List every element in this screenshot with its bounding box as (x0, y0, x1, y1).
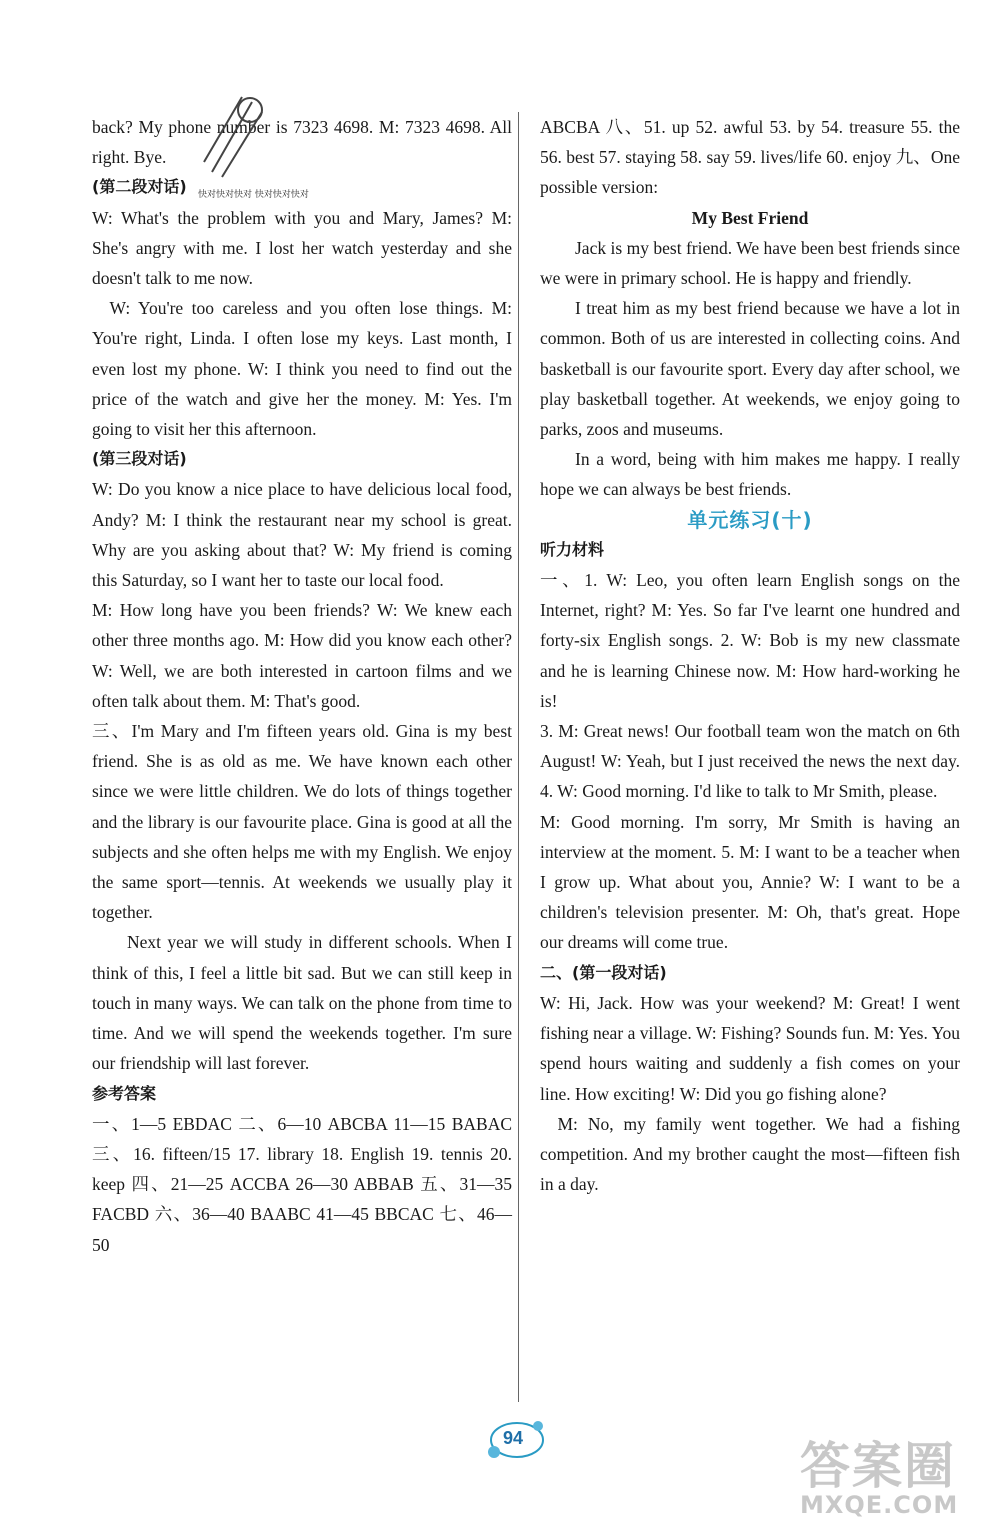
paragraph: M: How long have you been friends? W: We knew each other three months ago. M: How did you know each other? W: Well, we are both interested in cartoon films and we often talk about them. M: That's good. (92, 600, 512, 711)
left-column (92, 112, 512, 1260)
answers-heading: 参考答案 (92, 1083, 157, 1103)
stamp-icon (192, 92, 272, 182)
paragraph: M: No, my family went together. We had a fishing competition. And my brother caught the most—fifteen fish in a day. (540, 1113, 960, 1195)
paragraph: W: You're too careless and you often lose things. M: You're right, Linda. I often lose my keys. Last month, I even lost my phone. W: I think you need to find out the price of the watch and give her the money. M: Yes. I'm going to visit her this afternoon. (92, 298, 512, 440)
essay-title: My Best Friend (691, 207, 809, 228)
watermark (800, 1437, 990, 1520)
paragraph: In a word, being with him makes me happy. I really hope we can always be best friends. (540, 449, 960, 500)
paragraph: W: Hi, Jack. How was your weekend? M: Great! I went fishing near a village. W: Fishing? Sounds fun. M: Yes. You spend hours waiting and suddenly a fish comes on your line. How exciting! W: Did you go fishing alone? (540, 992, 960, 1104)
paragraph: W: Do you know a nice place to have delicious local food, Andy? M: I think the restaurant near my school is great. Why are you asking about that? W: My friend is coming this Saturday, so I want her to taste our local food. (92, 479, 512, 591)
stamp-text: 快对快对快对 快对快对快对 (198, 190, 309, 200)
page-number: 94 (503, 1428, 524, 1448)
section-heading: (第二段对话) (92, 177, 187, 197)
right-column (540, 112, 960, 1199)
section-heading: 二、(第一段对话) (540, 962, 667, 982)
paragraph: back? My phone number is 7323 4698. M: 7323 4698. All right. Bye. (92, 117, 512, 168)
paragraph: 三、I'm Mary and I'm fifteen years old. Gina is my best friend. She is as old as me. We have known each other since we were little children. We do lots of things together and the library is our favourite place. Gina is good at all the subjects and she often helps me with my English. We enjoy the same sport—tennis. At weekends we usually play it together. (92, 721, 512, 923)
section-heading: (第三段对话) (92, 449, 187, 469)
paragraph: 3. M: Great news! Our football team won the match on 6th August! W: Yeah, but I just received the news the next day. 4. W: Good morning. I'd like to talk to Mr Smith, please. (540, 721, 960, 802)
answers-text: 一、1—5 EBDAC 二、6—10 ABCBA 11—15 BABAC 三、16. fifteen/15 17. library 18. English 19. tennis 20. keep 四、21—25 ACCBA 26—30 ABBAB 五、31—35 FACBD 六、36—40 BAABC 41—45 BBCAC 七、46—50 (92, 1113, 512, 1255)
section-heading: 听力材料 (540, 539, 605, 559)
column-divider (518, 112, 519, 1402)
unit-title: 单元练习(十) (687, 507, 813, 532)
answers-text: ABCBA 八、51. up 52. awful 53. by 54. treasure 55. the 56. best 57. staying 58. say 59. lives/life 60. enjoy 九、One possible version: (540, 117, 960, 198)
paragraph: W: What's the problem with you and Mary, James? M: She's angry with me. I lost her watch yesterday and she doesn't talk to me now. (92, 207, 512, 289)
paragraph: 一、1. W: Leo, you often learn English songs on the Internet, right? M: Yes. So far I've learnt one hundred and forty-six English songs. 2. W: Bob is my new classmate and he is learning Chinese now. M: How hard-working he is! (540, 570, 960, 711)
watermark-url: MXQE.COM (800, 1491, 959, 1519)
paragraph: Jack is my best friend. We have been best friends since we were in primary school. He is happy and friendly. (540, 237, 960, 289)
paragraph: I treat him as my best friend because we have a lot in common. Both of us are interested in collecting coins. And basketball is our favourite sport. Every day after school, we play basketball together. At weekends, we enjoy going to parks, zoos and museums. (540, 298, 960, 440)
paragraph: Next year we will study in different schools. When I think of this, I feel a little bit sad. But we can still keep in touch in many ways. We can talk on the phone from time to time. And we will spend the weekends together. I'm sure our friendship will last forever. (92, 932, 512, 1074)
paragraph: M: Good morning. I'm sorry, Mr Smith is having an interview at the moment. 5. M: I want to be a teacher when I grow up. What about you, Annie? W: I want to be a children's television presenter. M: Oh, that's great. Hope our dreams will come true. (540, 811, 960, 953)
watermark-logo: 答案圈 (800, 1437, 956, 1495)
